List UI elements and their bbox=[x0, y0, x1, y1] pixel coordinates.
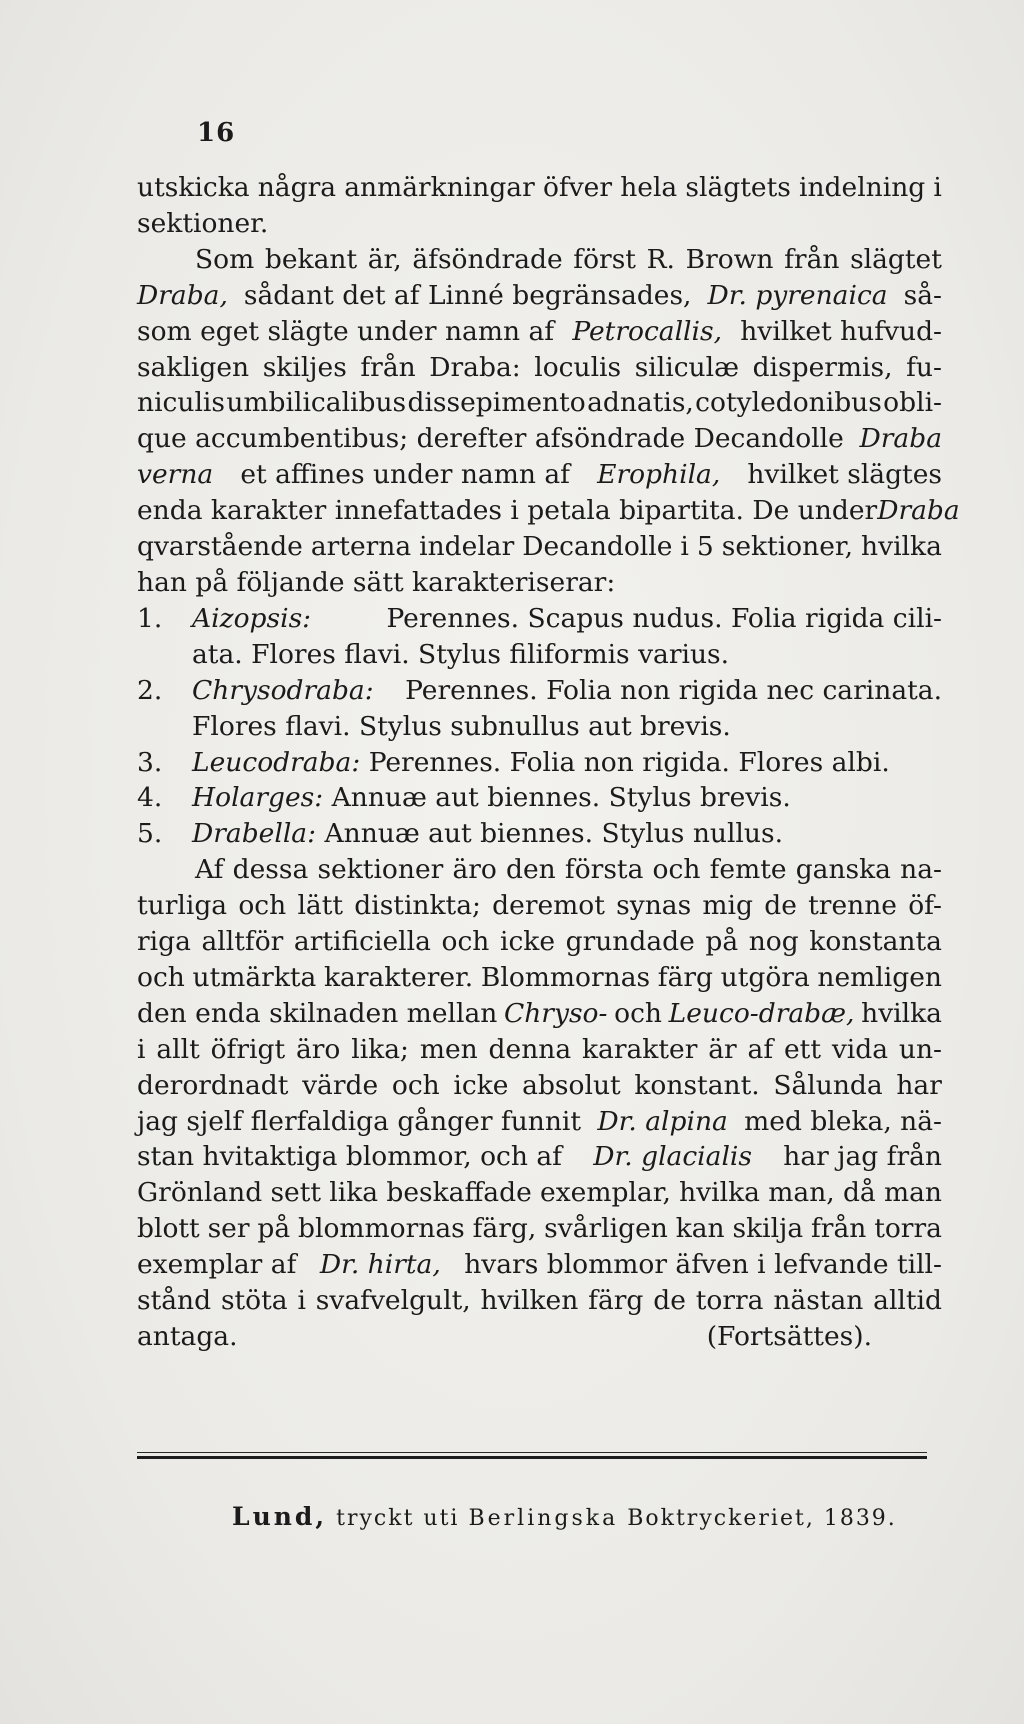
section-text: Annuæ aut biennes. Stylus brevis. bbox=[331, 782, 791, 814]
word: i bbox=[137, 1033, 146, 1065]
word: Brown bbox=[685, 243, 774, 275]
text-line bbox=[137, 1032, 942, 1068]
word: karakter bbox=[581, 1033, 698, 1065]
word: hela bbox=[620, 172, 678, 203]
word: men bbox=[419, 1033, 478, 1065]
word: svafvelgult, bbox=[315, 1285, 471, 1317]
word: riga bbox=[137, 926, 191, 958]
word: öfver bbox=[542, 172, 613, 203]
word: na- bbox=[900, 854, 942, 886]
rule-thin-line bbox=[137, 1452, 927, 1453]
word: sakligen bbox=[137, 351, 250, 383]
word: utmärkta bbox=[192, 961, 317, 993]
word: dissepimento bbox=[407, 387, 586, 419]
word: alltid bbox=[873, 1285, 942, 1317]
text-line: sektioner. bbox=[137, 207, 269, 239]
imprint-text: tryckt uti bbox=[336, 1506, 460, 1531]
body-text bbox=[137, 170, 960, 1355]
word: blommornas bbox=[298, 1213, 465, 1245]
word: först bbox=[573, 243, 636, 275]
text-span: que accumbentibus; derefter afsöndrade Decandolle bbox=[137, 423, 844, 455]
text-line bbox=[137, 1175, 942, 1211]
word: lika; bbox=[351, 1033, 409, 1065]
word: obli- bbox=[883, 387, 942, 419]
section-number: 4. bbox=[137, 782, 163, 814]
text-span: hvilket hufvud- bbox=[740, 315, 942, 347]
word: bekant bbox=[264, 243, 358, 275]
word: distinkta; bbox=[354, 890, 481, 922]
text-span: och bbox=[614, 997, 662, 1029]
word: dispermis, bbox=[752, 351, 893, 383]
word: och bbox=[441, 926, 490, 958]
text-span: jag sjelf flerfaldiga gånger funnit bbox=[137, 1105, 582, 1137]
text-line bbox=[137, 242, 942, 278]
section-number: 3. bbox=[137, 746, 163, 778]
text-span: enda karakter innefattades i petala bipartita. De under bbox=[137, 495, 878, 527]
text-span: antaga. bbox=[137, 1321, 238, 1352]
footer-rule bbox=[137, 1452, 927, 1459]
word: första bbox=[564, 854, 644, 886]
word: synas bbox=[616, 890, 692, 922]
page-number: 16 bbox=[197, 118, 236, 148]
word: denna bbox=[488, 1033, 572, 1065]
word: alltför bbox=[201, 926, 284, 958]
word: de bbox=[653, 1285, 686, 1317]
text-span: så- bbox=[903, 279, 942, 311]
section-number: 5. bbox=[137, 818, 163, 850]
text-line bbox=[137, 385, 942, 421]
section-text: Annuæ aut biennes. Stylus nullus. bbox=[324, 818, 783, 850]
word: har bbox=[896, 1069, 942, 1101]
italic-term: Erophila, bbox=[597, 459, 721, 491]
section-item bbox=[137, 601, 942, 637]
text-line bbox=[137, 350, 942, 386]
section-name: Holarges: bbox=[192, 782, 324, 814]
text-span: hvars blommor äfven i lefvande till- bbox=[464, 1249, 942, 1281]
text-line bbox=[137, 996, 942, 1032]
word: derordnadt bbox=[137, 1069, 289, 1101]
word: slägtet bbox=[850, 243, 942, 275]
section-continuation: ata. Flores flavi. Stylus filiformis varius. bbox=[192, 638, 730, 670]
word: svårligen bbox=[544, 1213, 668, 1245]
word: i bbox=[933, 172, 942, 203]
section-text: Perennes. Scapus nudus. Folia rigida cili- bbox=[386, 602, 942, 634]
word: allt bbox=[156, 1033, 200, 1065]
word: hvilken bbox=[480, 1285, 579, 1317]
word: konstant. bbox=[634, 1069, 760, 1101]
text-span: et affines under namn af bbox=[240, 459, 570, 491]
word: skilja bbox=[732, 1213, 804, 1245]
word: ganska bbox=[795, 854, 891, 886]
italic-term: Draba bbox=[859, 423, 942, 455]
word: sektioner, bbox=[721, 531, 854, 563]
word: qvarstående bbox=[137, 531, 303, 563]
word: adnatis, bbox=[587, 387, 694, 419]
word: hvilka bbox=[679, 1177, 760, 1209]
imprint-place: Lund, bbox=[232, 1502, 328, 1531]
section-item bbox=[137, 780, 942, 816]
word: dessa bbox=[232, 854, 309, 886]
word: sektioner bbox=[317, 854, 444, 886]
word: exemplar, bbox=[540, 1177, 671, 1209]
text-span: den enda skilnaden mellan bbox=[137, 997, 498, 1029]
italic-term: Draba, bbox=[137, 279, 228, 311]
section-name: Aizopsis: bbox=[192, 602, 312, 634]
word: absolut bbox=[522, 1069, 621, 1101]
word: artificiella bbox=[293, 926, 431, 958]
word: Af bbox=[195, 854, 224, 886]
word: nemligen bbox=[817, 961, 942, 993]
section-name: Drabella: bbox=[192, 818, 317, 850]
text-line bbox=[137, 314, 942, 350]
word: femte bbox=[709, 854, 787, 886]
word: deremot bbox=[492, 890, 605, 922]
text-line bbox=[137, 1068, 942, 1104]
text-line bbox=[137, 1319, 942, 1355]
printer-imprint bbox=[232, 1502, 897, 1531]
italic-term: Dr. hirta, bbox=[319, 1249, 441, 1281]
text-line: han på följande sätt karakteriserar: bbox=[137, 566, 616, 598]
text-line bbox=[137, 1247, 942, 1283]
section-name: Leucodraba: bbox=[192, 746, 361, 778]
word: Grönland bbox=[137, 1177, 263, 1209]
word: öf- bbox=[908, 890, 942, 922]
italic-term: Leuco-drabæ, bbox=[668, 997, 855, 1029]
word: färg bbox=[588, 1285, 644, 1317]
word: kan bbox=[675, 1213, 725, 1245]
word: är bbox=[708, 1033, 737, 1065]
word: utskicka bbox=[137, 172, 250, 203]
text-line bbox=[137, 1104, 942, 1140]
text-span: med bleka, nä- bbox=[744, 1105, 942, 1137]
word: fu- bbox=[906, 351, 942, 383]
word: siliculæ bbox=[634, 351, 740, 383]
word: Blommornas bbox=[480, 961, 651, 993]
word: trenne bbox=[808, 890, 897, 922]
word: un- bbox=[898, 1033, 942, 1065]
italic-term: verna bbox=[137, 459, 214, 491]
word: äro bbox=[452, 854, 497, 886]
word: torra bbox=[695, 1285, 764, 1317]
word: Sålunda bbox=[773, 1069, 883, 1101]
word: skiljes bbox=[262, 351, 347, 383]
word: de bbox=[764, 890, 797, 922]
word: i bbox=[680, 531, 689, 563]
word: på bbox=[705, 926, 739, 958]
text-line bbox=[137, 457, 942, 493]
text-span: som eget slägte under namn af bbox=[137, 315, 555, 347]
text-span: hvilket slägtes bbox=[747, 459, 942, 491]
word: hvilka bbox=[861, 531, 942, 563]
word: ett bbox=[783, 1033, 821, 1065]
text-span: hvilka bbox=[861, 997, 942, 1029]
italic-term: Draba bbox=[877, 495, 960, 527]
word: på bbox=[257, 1213, 291, 1245]
word: vida bbox=[831, 1033, 889, 1065]
word: blott bbox=[137, 1213, 200, 1245]
word: stöta bbox=[220, 1285, 288, 1317]
word: från bbox=[784, 243, 840, 275]
word: sett bbox=[270, 1177, 322, 1209]
word: då bbox=[842, 1177, 876, 1209]
word: mig bbox=[702, 890, 753, 922]
word: Draba: bbox=[429, 351, 521, 383]
text-line bbox=[137, 888, 942, 924]
word: man bbox=[883, 1177, 942, 1209]
word: från bbox=[360, 351, 416, 383]
word: anmärkningar bbox=[344, 172, 535, 203]
word: Decandolle bbox=[522, 531, 673, 563]
word: stånd bbox=[137, 1285, 212, 1317]
continuation-note: (Fortsättes). bbox=[706, 1321, 872, 1352]
word: niculis bbox=[137, 387, 226, 419]
section-item bbox=[137, 745, 942, 781]
italic-term: Dr. alpina bbox=[597, 1105, 728, 1137]
text-span: har jag från bbox=[783, 1141, 942, 1173]
word: 5 bbox=[696, 531, 714, 563]
word: den bbox=[506, 854, 556, 886]
word: öfrigt bbox=[210, 1033, 286, 1065]
italic-term: Dr. pyrenaica bbox=[707, 279, 888, 311]
word: äfsöndrade bbox=[412, 243, 563, 275]
word: umbilicalibus bbox=[226, 387, 407, 419]
word: färg bbox=[657, 961, 714, 993]
word: och bbox=[137, 961, 185, 993]
imprint-rest: Boktryckeriet, 1839. bbox=[627, 1506, 897, 1531]
text-line bbox=[137, 960, 942, 996]
word: lätt bbox=[297, 890, 344, 922]
word: nog bbox=[748, 926, 799, 958]
section-name: Chrysodraba: bbox=[192, 674, 374, 706]
word: utgöra bbox=[720, 961, 810, 993]
word: slägtets bbox=[685, 172, 791, 203]
word: R. bbox=[646, 243, 675, 275]
section-item bbox=[137, 816, 942, 852]
text-line bbox=[137, 1283, 942, 1319]
word: arterna bbox=[310, 531, 412, 563]
section-continuation: Flores flavi. Stylus subnullus aut brevis. bbox=[192, 710, 731, 742]
text-line bbox=[137, 924, 942, 960]
word: färg, bbox=[472, 1213, 537, 1245]
text-span: stan hvitaktiga blommor, och af bbox=[137, 1141, 562, 1173]
word: och bbox=[652, 854, 701, 886]
word: beskaffade bbox=[386, 1177, 532, 1209]
word: i bbox=[297, 1285, 306, 1317]
italic-term: Petrocallis, bbox=[572, 315, 723, 347]
word: karakterer. bbox=[323, 961, 474, 993]
word: loculis bbox=[534, 351, 622, 383]
word: indelning bbox=[799, 172, 926, 203]
word: lika bbox=[329, 1177, 379, 1209]
word: af bbox=[747, 1033, 774, 1065]
word: cotyledonibus bbox=[695, 387, 882, 419]
word: från bbox=[810, 1213, 867, 1245]
word: ser bbox=[207, 1213, 250, 1245]
word: Som bbox=[195, 243, 255, 275]
word: icke bbox=[499, 926, 556, 958]
word: äro bbox=[295, 1033, 341, 1065]
text-line bbox=[137, 493, 960, 529]
text-line bbox=[137, 529, 942, 565]
text-line bbox=[137, 1211, 942, 1247]
word: några bbox=[257, 172, 337, 203]
word: man, bbox=[768, 1177, 835, 1209]
section-text: Perennes. Folia non rigida. Flores albi. bbox=[368, 746, 890, 778]
word: är, bbox=[367, 243, 402, 275]
text-line bbox=[137, 278, 942, 314]
word: nästan bbox=[773, 1285, 864, 1317]
rule-thick-line bbox=[137, 1456, 927, 1459]
text-line bbox=[137, 1139, 942, 1175]
text-span: sådant det af Linné begränsades, bbox=[243, 279, 692, 311]
text-line bbox=[137, 852, 942, 888]
word: och bbox=[391, 1069, 440, 1101]
text-span: exemplar af bbox=[137, 1249, 297, 1281]
text-line bbox=[137, 170, 942, 206]
word: indelar bbox=[419, 531, 515, 563]
word: värde bbox=[302, 1069, 379, 1101]
section-number: 2. bbox=[137, 674, 163, 706]
word: icke bbox=[453, 1069, 509, 1101]
word: konstanta bbox=[809, 926, 942, 958]
word: torra bbox=[874, 1213, 942, 1245]
section-item bbox=[137, 673, 942, 709]
text-line bbox=[137, 421, 942, 457]
imprint-firm: Berlingska bbox=[468, 1506, 619, 1531]
section-number: 1. bbox=[137, 602, 163, 634]
word: och bbox=[238, 890, 287, 922]
italic-term: Chryso- bbox=[503, 997, 608, 1029]
section-text: Perennes. Folia non rigida nec carinata. bbox=[405, 674, 942, 706]
word: turliga bbox=[137, 890, 228, 922]
italic-term: Dr. glacialis bbox=[593, 1141, 753, 1173]
word: grundade bbox=[565, 926, 695, 958]
